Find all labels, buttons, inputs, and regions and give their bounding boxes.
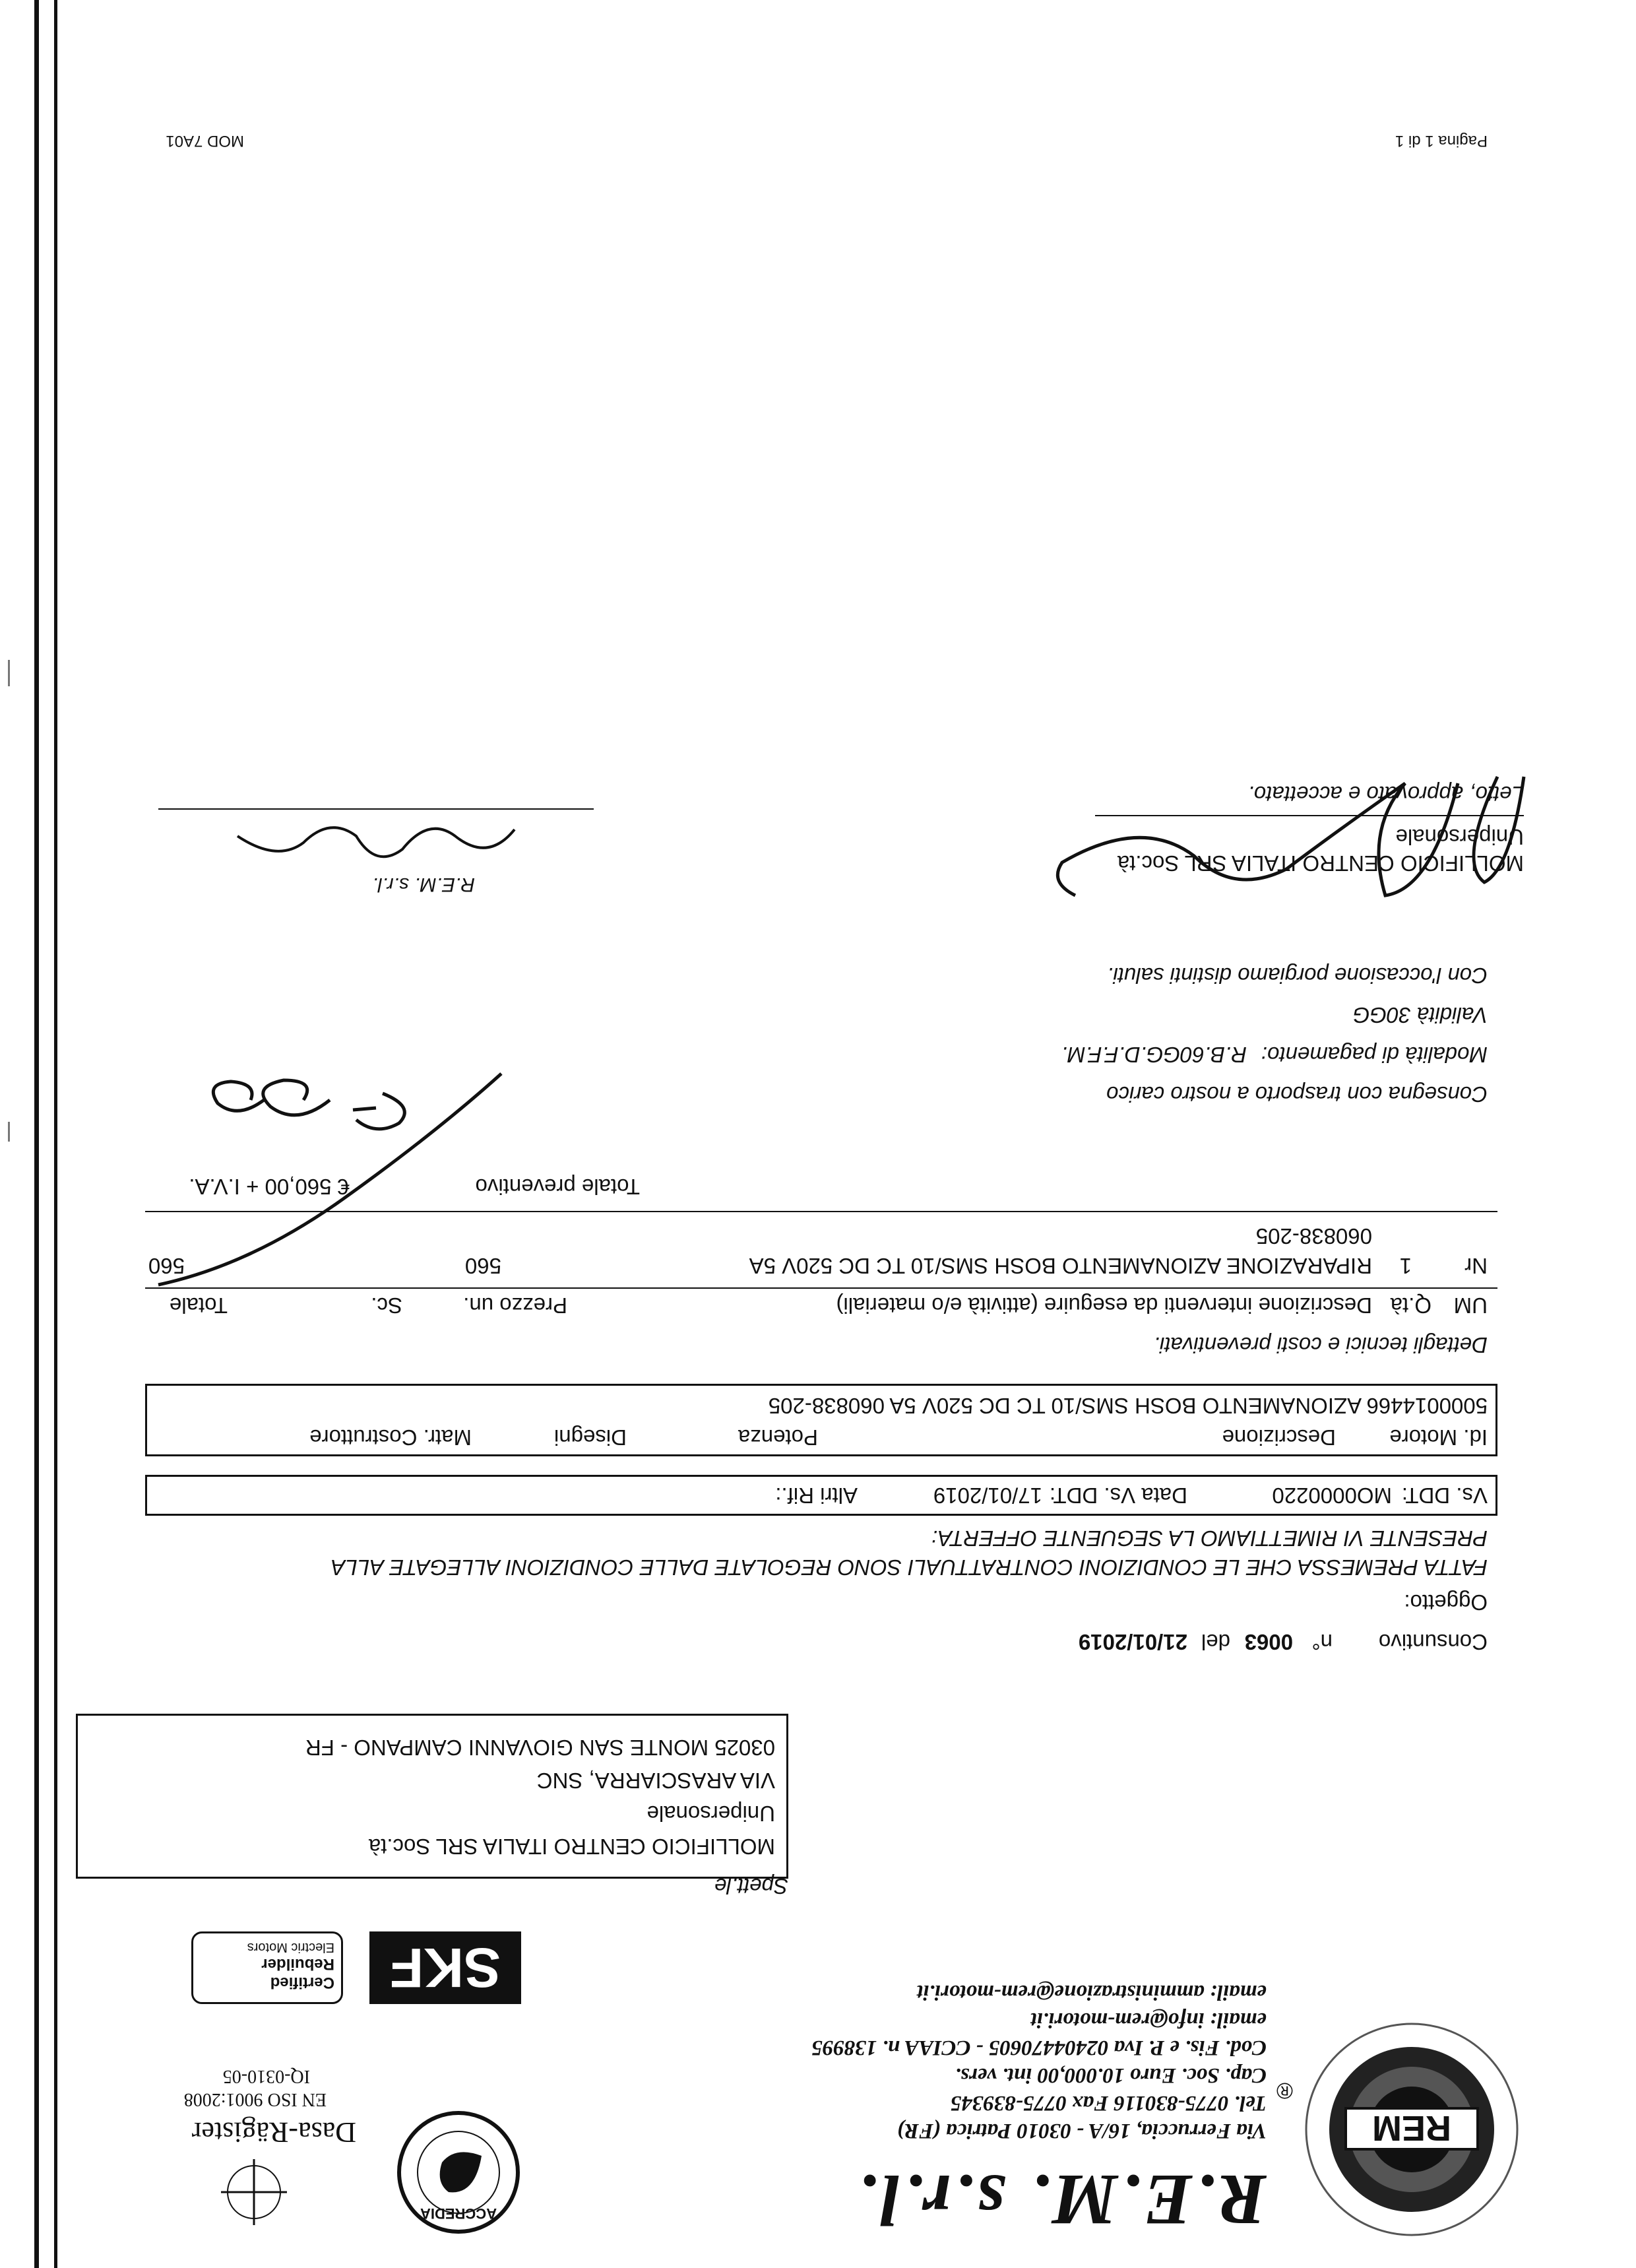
address-line-3: Cap. Soc. Euro 10.000,00 int. vers.: [955, 2063, 1267, 2087]
motor-header-serial: Matr. Costruttore: [309, 1425, 472, 1450]
registered-mark: ®: [1276, 2078, 1293, 2103]
iso-label: EN ISO 9001:2008: [183, 2089, 327, 2110]
validity: Validità 30GG: [1352, 1003, 1488, 1027]
recipient-line-4: 03025 MONTE SAN GIOVANNI CAMPANO - FR: [305, 1735, 775, 1760]
rem-logo-icon: [1300, 2017, 1524, 2242]
dasa-compass-icon: [218, 2156, 290, 2228]
address-line-2: Tel. 0775-830116 Fax 0775-839345: [950, 2091, 1267, 2115]
company-sign-label: R.E.M. s.r.l.: [372, 874, 475, 895]
subject-label: Oggetto:: [1404, 1590, 1488, 1615]
iq-label: IQ-0310-05: [222, 2066, 310, 2087]
dasa-register-label: Dasa-Rägister: [191, 2116, 356, 2149]
details-header-total: Totale: [169, 1293, 228, 1318]
address-line-6: email: amministrazione@rem-motori.it: [917, 1980, 1267, 2004]
doc-number-label: n°: [1311, 1630, 1333, 1654]
svg-text:ACCREDIA: ACCREDIA: [420, 2205, 497, 2222]
details-header-discount: Sc.: [371, 1293, 402, 1318]
row-total: 560: [148, 1254, 185, 1278]
motor-header-description: Descrizione: [1222, 1425, 1336, 1450]
recipient-label: Spett.le: [714, 1874, 788, 1898]
details-header-qty: Q.tà: [1390, 1293, 1432, 1318]
motor-header-power: Potenza: [738, 1425, 818, 1450]
doc-date: 21/01/2019: [1078, 1630, 1187, 1654]
page-number: Pagina 1 di 1: [1395, 132, 1488, 150]
motor-row: 5000014466 AZIONAMENTO BOSH SMS/10 TC DC 520V 5A 060838-205: [768, 1394, 1488, 1418]
ddt-date: 17/01/2019: [933, 1483, 1042, 1508]
handwritten-amount-signature: [145, 1041, 515, 1291]
closing: Con l'occasione porgiamo distinti saluti.: [1107, 963, 1488, 988]
customer-approval: Letto, approvato e accettato.: [1247, 782, 1524, 806]
ddt-date-label: Data Vs. DDT:: [1049, 1483, 1187, 1508]
address-line-1: Via Ferruccia, 16/A - 03010 Patrica (FR): [897, 2119, 1267, 2143]
form-code: MOD 7A01: [166, 132, 244, 150]
ddt-number-label: Vs. DDT:: [1401, 1483, 1488, 1508]
address-line-4: Cod. Fis. e P. Iva 02404470605 - CCIAA n. 138995: [811, 2036, 1267, 2059]
total-value: € 560,00 + I.V.A.: [189, 1175, 350, 1199]
rem-logo-text: REM: [1372, 2108, 1451, 2148]
ddt-other-label: Altri Rif.:: [775, 1483, 858, 1508]
skf-certified-text: Certified Rebuilder: [261, 1955, 334, 1992]
details-header-um: UM: [1453, 1293, 1488, 1318]
row-qty: 1: [1399, 1254, 1412, 1278]
customer-handwritten-signature: [1036, 757, 1537, 909]
recipient-line-2: Unipersonale: [646, 1801, 775, 1826]
skf-electric-motors-text: Electric Motors: [247, 1940, 334, 1955]
doc-type: Consuntivo: [1378, 1630, 1488, 1654]
delivery-terms: Consegna con trasporto a nostro carico: [1106, 1082, 1488, 1107]
customer-sign-sub: Unipersonale: [1395, 825, 1524, 849]
motor-header-id: Id. Motore: [1389, 1425, 1488, 1450]
ddt-number: MO0000220: [1272, 1483, 1392, 1508]
recipient-line-3: VIA ARASCIARRA, SNC: [536, 1768, 775, 1793]
details-header-price: Prezzo un.: [463, 1293, 567, 1318]
row-price: 560: [464, 1254, 501, 1278]
recipient-line-1: MOLLIFICIO CENTRO ITALIA SRL Soc.tà: [368, 1834, 775, 1859]
premise-text: FATTA PREMESSA CHE LE CONDIZIONI CONTRATTUALI SONO REGOLATE DALLE CONDIZIONI ALLEGATE ALLA PRESENTE VI RIMETTIAMO LA SEGUENTE OFFERTA:: [331, 1526, 1488, 1580]
total-label: Totale preventivo: [475, 1175, 640, 1199]
customer-sign-name: MOLLIFICIO CENTRO ITALIA SRL Soc.tà: [1117, 851, 1524, 876]
details-title: Dettagli tecnici e costi preventivati.: [1153, 1333, 1488, 1357]
motor-header-drawings: Disegni: [553, 1425, 627, 1450]
address-line-5: email: info@rem-motori.it: [1030, 2008, 1267, 2032]
skf-logo: SKF: [369, 1931, 521, 2004]
company-handwritten-signature: [211, 803, 528, 876]
row-description-2: 060838-205: [1255, 1224, 1372, 1248]
payment-label: Modalità di pagamento:: [1261, 1043, 1488, 1067]
row-description: RIPARAZIONE AZIONAMENTO BOSH SMS/10 TC DC 520V 5A: [749, 1254, 1372, 1278]
doc-date-label: del: [1201, 1630, 1230, 1654]
company-name: R.E.M. s.r.l.: [854, 2160, 1267, 2240]
details-header-description: Descrizione interventi da eseguire (attività e/o materiali): [836, 1293, 1372, 1318]
row-um: Nr: [1464, 1254, 1488, 1278]
skf-certified-badge: [191, 1931, 343, 2004]
doc-number: 0063: [1244, 1630, 1293, 1654]
company-sign-line: [158, 808, 594, 810]
payment-value: R.B.60GG.D.F.F.M.: [1061, 1043, 1247, 1067]
accredia-seal-icon: [396, 2110, 521, 2235]
